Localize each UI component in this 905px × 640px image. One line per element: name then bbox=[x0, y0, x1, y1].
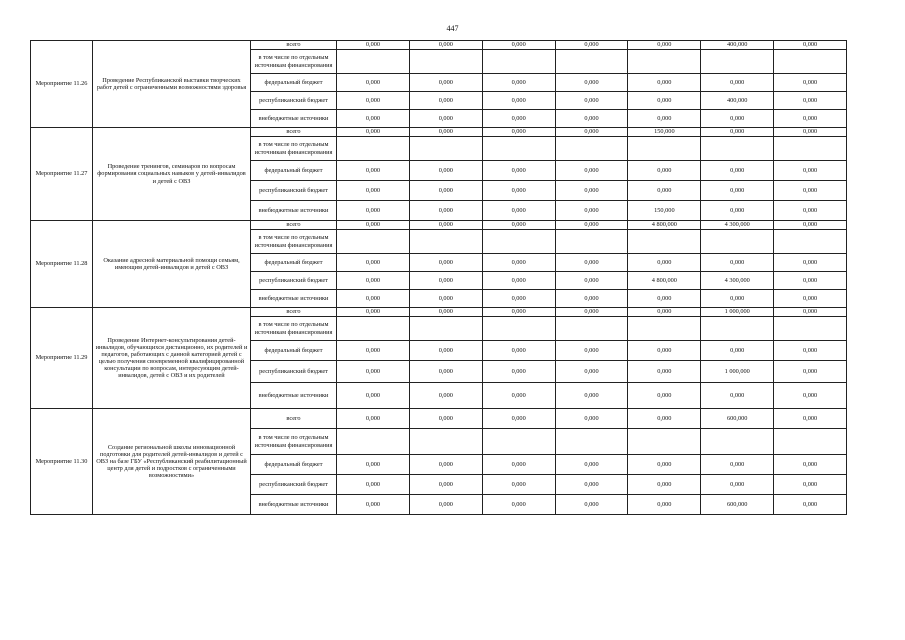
amount-cell: 0,000 bbox=[701, 110, 774, 128]
amount-cell: 0,000 bbox=[555, 41, 628, 50]
funding-source-label: федеральный бюджет bbox=[251, 341, 337, 361]
amount-cell: 0,000 bbox=[337, 455, 410, 475]
funding-source-label: республиканский бюджет bbox=[251, 181, 337, 201]
amount-cell: 0,000 bbox=[482, 181, 555, 201]
amount-cell bbox=[482, 429, 555, 455]
table-row bbox=[31, 221, 847, 230]
funding-source-label: в том числе по отдельным источникам финансирования bbox=[251, 429, 337, 455]
table-row bbox=[31, 308, 847, 317]
amount-cell: 0,000 bbox=[482, 383, 555, 409]
amount-cell: 0,000 bbox=[774, 383, 847, 409]
amount-cell: 0,000 bbox=[628, 383, 701, 409]
amount-cell bbox=[774, 137, 847, 161]
amount-cell: 600,000 bbox=[701, 495, 774, 515]
amount-cell: 0,000 bbox=[701, 475, 774, 495]
funding-source-label: федеральный бюджет bbox=[251, 254, 337, 272]
amount-cell: 0,000 bbox=[337, 221, 410, 230]
amount-cell: 0,000 bbox=[774, 201, 847, 221]
amount-cell: 0,000 bbox=[628, 455, 701, 475]
amount-cell bbox=[555, 317, 628, 341]
amount-cell: 0,000 bbox=[337, 110, 410, 128]
table-row bbox=[31, 128, 847, 137]
amount-cell bbox=[628, 137, 701, 161]
amount-cell: 0,000 bbox=[774, 361, 847, 383]
amount-cell: 0,000 bbox=[409, 221, 482, 230]
amount-cell: 0,000 bbox=[774, 181, 847, 201]
measure-id: Мероприятие 11.28 bbox=[31, 221, 93, 308]
amount-cell: 0,000 bbox=[555, 128, 628, 137]
amount-cell: 0,000 bbox=[409, 475, 482, 495]
measure-id: Мероприятие 11.26 bbox=[31, 41, 93, 128]
amount-cell: 0,000 bbox=[337, 272, 410, 290]
funding-source-label: федеральный бюджет bbox=[251, 74, 337, 92]
amount-cell bbox=[482, 50, 555, 74]
amount-cell: 0,000 bbox=[628, 475, 701, 495]
funding-source-label: внебюджетные источники bbox=[251, 201, 337, 221]
amount-cell: 0,000 bbox=[774, 161, 847, 181]
amount-cell: 0,000 bbox=[482, 308, 555, 317]
amount-cell: 0,000 bbox=[409, 74, 482, 92]
amount-cell: 0,000 bbox=[555, 409, 628, 429]
amount-cell: 0,000 bbox=[701, 290, 774, 308]
amount-cell: 0,000 bbox=[555, 201, 628, 221]
amount-cell: 0,000 bbox=[774, 74, 847, 92]
amount-cell: 150,000 bbox=[628, 128, 701, 137]
amount-cell: 0,000 bbox=[482, 221, 555, 230]
amount-cell: 0,000 bbox=[774, 272, 847, 290]
funding-source-label: в том числе по отдельным источникам финансирования bbox=[251, 50, 337, 74]
amount-cell: 0,000 bbox=[482, 41, 555, 50]
amount-cell bbox=[555, 429, 628, 455]
amount-cell bbox=[774, 50, 847, 74]
amount-cell: 0,000 bbox=[555, 272, 628, 290]
amount-cell bbox=[555, 230, 628, 254]
amount-cell: 0,000 bbox=[774, 341, 847, 361]
amount-cell: 0,000 bbox=[628, 361, 701, 383]
amount-cell: 400,000 bbox=[701, 92, 774, 110]
amount-cell: 0,000 bbox=[555, 290, 628, 308]
amount-cell: 0,000 bbox=[555, 455, 628, 475]
amount-cell bbox=[337, 429, 410, 455]
amount-cell: 0,000 bbox=[555, 92, 628, 110]
amount-cell: 0,000 bbox=[774, 221, 847, 230]
amount-cell: 0,000 bbox=[628, 341, 701, 361]
amount-cell: 0,000 bbox=[555, 221, 628, 230]
amount-cell: 0,000 bbox=[409, 383, 482, 409]
amount-cell bbox=[337, 317, 410, 341]
amount-cell: 0,000 bbox=[409, 495, 482, 515]
amount-cell: 0,000 bbox=[337, 161, 410, 181]
amount-cell: 0,000 bbox=[774, 92, 847, 110]
amount-cell: 0,000 bbox=[337, 383, 410, 409]
amount-cell: 600,000 bbox=[701, 409, 774, 429]
amount-cell: 0,000 bbox=[409, 41, 482, 50]
amount-cell: 0,000 bbox=[628, 41, 701, 50]
funding-source-label: всего bbox=[251, 221, 337, 230]
measure-id: Мероприятие 11.29 bbox=[31, 308, 93, 409]
amount-cell: 0,000 bbox=[628, 308, 701, 317]
funding-source-label: федеральный бюджет bbox=[251, 455, 337, 475]
amount-cell: 0,000 bbox=[701, 74, 774, 92]
amount-cell bbox=[628, 50, 701, 74]
funding-source-label: внебюджетные источники bbox=[251, 383, 337, 409]
amount-cell: 400,000 bbox=[701, 41, 774, 50]
amount-cell bbox=[774, 230, 847, 254]
amount-cell: 0,000 bbox=[482, 475, 555, 495]
amount-cell: 0,000 bbox=[555, 495, 628, 515]
measure-name: Проведение Республиканской выставки творческих работ детей с ограниченными возможностями здоровья bbox=[93, 41, 251, 128]
amount-cell: 0,000 bbox=[337, 181, 410, 201]
amount-cell: 0,000 bbox=[482, 110, 555, 128]
funding-source-label: в том числе по отдельным источникам финансирования bbox=[251, 137, 337, 161]
amount-cell: 0,000 bbox=[409, 409, 482, 429]
funding-source-label: республиканский бюджет bbox=[251, 272, 337, 290]
amount-cell bbox=[555, 50, 628, 74]
amount-cell: 0,000 bbox=[774, 110, 847, 128]
funding-source-label: республиканский бюджет bbox=[251, 475, 337, 495]
budget-table bbox=[30, 40, 847, 515]
funding-source-label: республиканский бюджет bbox=[251, 361, 337, 383]
amount-cell: 0,000 bbox=[337, 128, 410, 137]
amount-cell bbox=[774, 317, 847, 341]
funding-source-label: в том числе по отдельным источникам финансирования bbox=[251, 317, 337, 341]
amount-cell bbox=[701, 50, 774, 74]
table-row bbox=[31, 41, 847, 50]
measure-name: Оказание адресной материальной помощи семьям, имеющим детей-инвалидов и детей с ОВЗ bbox=[93, 221, 251, 308]
amount-cell: 0,000 bbox=[409, 308, 482, 317]
measure-name: Проведение Интернет-консультирования детей-инвалидов, обучающихся дистанционно, их родителей и педагогов, работающих с данной категорией детей с целью получения своевременной квалифицированной консультации по вопросам, интересующим детей-инвалидов, детей с ОВЗ и их родителей bbox=[93, 308, 251, 409]
measure-name: Создание региональной школы инновационной подготовки для родителей детей-инвалидов и детей с ОВЗ на базе ГБУ «Республиканский реабилитационный центр для детей и подростков с ограниченными возможностями» bbox=[93, 409, 251, 515]
amount-cell: 0,000 bbox=[337, 201, 410, 221]
amount-cell: 0,000 bbox=[409, 92, 482, 110]
amount-cell: 0,000 bbox=[337, 308, 410, 317]
measure-id: Мероприятие 11.30 bbox=[31, 409, 93, 515]
amount-cell: 0,000 bbox=[337, 475, 410, 495]
amount-cell: 0,000 bbox=[701, 161, 774, 181]
amount-cell: 0,000 bbox=[701, 201, 774, 221]
amount-cell: 0,000 bbox=[409, 128, 482, 137]
amount-cell bbox=[628, 317, 701, 341]
table-row bbox=[31, 409, 847, 429]
funding-source-label: всего bbox=[251, 128, 337, 137]
amount-cell: 0,000 bbox=[337, 92, 410, 110]
amount-cell: 0,000 bbox=[409, 272, 482, 290]
amount-cell bbox=[337, 50, 410, 74]
amount-cell: 0,000 bbox=[628, 409, 701, 429]
amount-cell: 0,000 bbox=[555, 341, 628, 361]
funding-source-label: в том числе по отдельным источникам финансирования bbox=[251, 230, 337, 254]
amount-cell: 0,000 bbox=[482, 341, 555, 361]
funding-source-label: всего bbox=[251, 409, 337, 429]
amount-cell bbox=[409, 230, 482, 254]
amount-cell: 0,000 bbox=[409, 110, 482, 128]
amount-cell bbox=[774, 429, 847, 455]
amount-cell: 0,000 bbox=[482, 128, 555, 137]
amount-cell: 4 800,000 bbox=[628, 221, 701, 230]
amount-cell: 0,000 bbox=[701, 181, 774, 201]
amount-cell: 0,000 bbox=[482, 92, 555, 110]
measure-id: Мероприятие 11.27 bbox=[31, 128, 93, 221]
amount-cell: 0,000 bbox=[628, 92, 701, 110]
amount-cell: 0,000 bbox=[555, 74, 628, 92]
amount-cell: 0,000 bbox=[482, 161, 555, 181]
amount-cell: 0,000 bbox=[701, 341, 774, 361]
funding-source-label: федеральный бюджет bbox=[251, 161, 337, 181]
measure-name: Проведение тренингов, семинаров по вопросам формирования социальных навыков у детей-инвалидов и детей с ОВЗ bbox=[93, 128, 251, 221]
amount-cell bbox=[482, 317, 555, 341]
amount-cell bbox=[701, 230, 774, 254]
page-number: 447 bbox=[446, 24, 459, 33]
amount-cell: 0,000 bbox=[774, 254, 847, 272]
amount-cell: 4 800,000 bbox=[628, 272, 701, 290]
amount-cell: 0,000 bbox=[628, 495, 701, 515]
amount-cell: 0,000 bbox=[482, 74, 555, 92]
amount-cell bbox=[409, 429, 482, 455]
amount-cell: 0,000 bbox=[701, 128, 774, 137]
amount-cell: 0,000 bbox=[482, 495, 555, 515]
amount-cell: 0,000 bbox=[701, 383, 774, 409]
amount-cell: 0,000 bbox=[409, 290, 482, 308]
amount-cell: 0,000 bbox=[337, 290, 410, 308]
amount-cell: 0,000 bbox=[774, 128, 847, 137]
amount-cell: 0,000 bbox=[628, 254, 701, 272]
amount-cell bbox=[701, 429, 774, 455]
amount-cell bbox=[555, 137, 628, 161]
amount-cell: 0,000 bbox=[482, 455, 555, 475]
amount-cell: 4 300,000 bbox=[701, 272, 774, 290]
amount-cell: 0,000 bbox=[482, 201, 555, 221]
amount-cell: 0,000 bbox=[482, 290, 555, 308]
amount-cell: 0,000 bbox=[409, 161, 482, 181]
amount-cell: 0,000 bbox=[337, 361, 410, 383]
amount-cell bbox=[701, 317, 774, 341]
amount-cell bbox=[337, 230, 410, 254]
amount-cell: 0,000 bbox=[409, 254, 482, 272]
amount-cell bbox=[628, 429, 701, 455]
amount-cell: 0,000 bbox=[482, 361, 555, 383]
amount-cell: 0,000 bbox=[555, 361, 628, 383]
amount-cell: 0,000 bbox=[337, 495, 410, 515]
amount-cell: 0,000 bbox=[628, 74, 701, 92]
amount-cell: 0,000 bbox=[409, 455, 482, 475]
amount-cell: 0,000 bbox=[337, 254, 410, 272]
amount-cell bbox=[482, 230, 555, 254]
amount-cell bbox=[701, 137, 774, 161]
amount-cell: 150,000 bbox=[628, 201, 701, 221]
amount-cell: 0,000 bbox=[337, 409, 410, 429]
amount-cell: 4 300,000 bbox=[701, 221, 774, 230]
amount-cell: 0,000 bbox=[337, 41, 410, 50]
amount-cell: 0,000 bbox=[482, 272, 555, 290]
funding-source-label: внебюджетные источники bbox=[251, 495, 337, 515]
amount-cell: 0,000 bbox=[482, 409, 555, 429]
amount-cell bbox=[337, 137, 410, 161]
amount-cell: 0,000 bbox=[628, 181, 701, 201]
amount-cell: 0,000 bbox=[337, 74, 410, 92]
amount-cell: 1 000,000 bbox=[701, 361, 774, 383]
amount-cell bbox=[482, 137, 555, 161]
amount-cell: 0,000 bbox=[482, 254, 555, 272]
amount-cell bbox=[409, 317, 482, 341]
amount-cell: 0,000 bbox=[774, 455, 847, 475]
amount-cell: 0,000 bbox=[774, 409, 847, 429]
amount-cell: 0,000 bbox=[337, 341, 410, 361]
amount-cell: 0,000 bbox=[628, 161, 701, 181]
funding-source-label: республиканский бюджет bbox=[251, 92, 337, 110]
amount-cell: 0,000 bbox=[555, 110, 628, 128]
funding-source-label: всего bbox=[251, 41, 337, 50]
amount-cell: 0,000 bbox=[409, 201, 482, 221]
funding-source-label: внебюджетные источники bbox=[251, 110, 337, 128]
amount-cell: 0,000 bbox=[701, 254, 774, 272]
amount-cell bbox=[409, 50, 482, 74]
amount-cell: 0,000 bbox=[774, 290, 847, 308]
amount-cell: 0,000 bbox=[555, 161, 628, 181]
funding-source-label: внебюджетные источники bbox=[251, 290, 337, 308]
amount-cell: 0,000 bbox=[774, 308, 847, 317]
amount-cell: 0,000 bbox=[628, 110, 701, 128]
amount-cell: 0,000 bbox=[774, 495, 847, 515]
funding-source-label: всего bbox=[251, 308, 337, 317]
amount-cell bbox=[409, 137, 482, 161]
amount-cell: 0,000 bbox=[555, 308, 628, 317]
amount-cell: 0,000 bbox=[409, 361, 482, 383]
amount-cell: 0,000 bbox=[409, 181, 482, 201]
amount-cell bbox=[628, 230, 701, 254]
amount-cell: 0,000 bbox=[555, 254, 628, 272]
amount-cell: 0,000 bbox=[555, 475, 628, 495]
amount-cell: 1 000,000 bbox=[701, 308, 774, 317]
amount-cell: 0,000 bbox=[409, 341, 482, 361]
amount-cell: 0,000 bbox=[774, 41, 847, 50]
amount-cell: 0,000 bbox=[555, 181, 628, 201]
amount-cell: 0,000 bbox=[555, 383, 628, 409]
amount-cell: 0,000 bbox=[701, 455, 774, 475]
amount-cell: 0,000 bbox=[628, 290, 701, 308]
amount-cell: 0,000 bbox=[774, 475, 847, 495]
